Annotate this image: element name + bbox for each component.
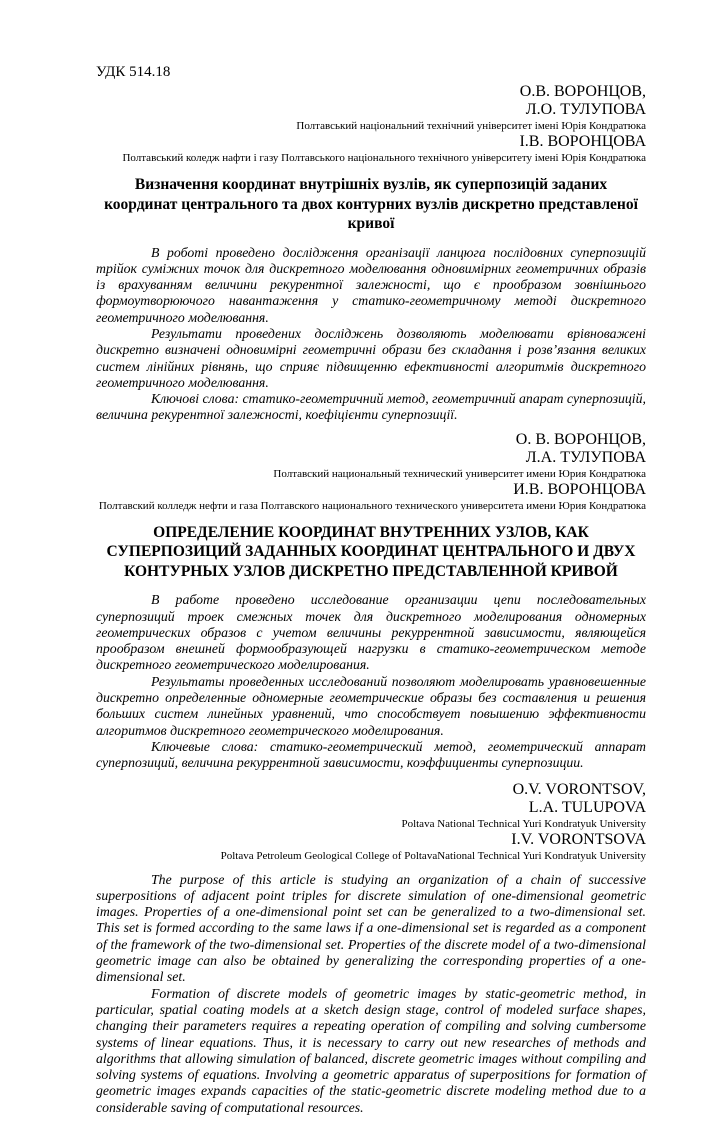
authors-block-english xyxy=(96,781,646,863)
abstract-russian xyxy=(96,592,646,771)
author-name-vorontsova-ua: І.В. ВОРОНЦОВА xyxy=(519,133,646,150)
paper-title-russian: ОПРЕДЕЛЕНИЕ КООРДИНАТ ВНУТРЕННИХ УЗЛОВ, КАК СУПЕРПОЗИЦИЙ ЗАДАННЫХ КООРДИНАТ ЦЕНТРАЛЬНОГО И ДВУХ КОНТУРНЫХ УЗЛОВ ДИСКРЕТНО ПРЕДСТАВЛЕННОЙ КРИВОЙ xyxy=(106,523,636,580)
body-paragraph-en-1: The purpose of this article is studying an organization of a chain of successive superpositions of adjacent point triples for discrete simulation of one-dimensional geometric images. Properties of a one-dimensional point set can be generalized to a two-dimensional set. This set is formed according to the same laws if a one-dimensional set is regarded as a component of the framework of the two-dimensional set. Properties of the discrete model of a two-dimensional geometric image can also be obtained by generalizing the corresponding properties of a one-dimensional set. xyxy=(96,871,646,985)
paper-title-ukrainian: Визначення координат внутрішніх вузлів, як суперпозицій заданих координат центрального та двох контурних вузлів дискретно представленої кривої xyxy=(104,176,638,232)
keywords-ua: Ключові слова: статико-геометричний метод, геометричний апарат суперпозицій, величина рекурентної залежності, коефіцієнти суперпозиції. xyxy=(96,391,646,423)
udc-number: УДК 514.18 xyxy=(96,64,171,80)
author-name-tulupova-ru: Л.А. ТУЛУПОВА xyxy=(525,448,646,466)
keywords-ru: Ключевые слова: статико-геометрический метод, геометрический аппарат суперпозиций, величина рекуррентной зависимости, коэффициенты суперпозиции. xyxy=(96,738,646,771)
abstract-paragraph-ru-1: В работе проведено исследование организации цепи последовательных суперпозиций троек смежных точек для дискретного моделирования одномерных геометрических образов с учетом величины рекуррентной зависимости, являющейся прообразом внешней формообразующей нагрузки в статико-геометрическом методе дискретного геометрического моделирования. xyxy=(96,592,646,673)
affiliation-university-en: Poltava National Technical Yuri Kondratyuk University xyxy=(401,817,646,830)
body-paragraph-en-2: Formation of discrete models of geometric images by static-geometric method, in particular, spatial coating models at a sketch design stage, control of modeled surface shapes, changing their parameters requires a repeating operation of compiling and solving cumbersome systems of linear equations. Thus, it is necessary to carry out new researches of methods and algorithms that allowing simulation of balanced, discrete geometric images without compiling and solving systems of equations. Involving a geometric apparatus of superpositions for formation of geometric images expands capacities of the static-geometric discrete modeling method due to a considerable saving of computational resources. xyxy=(96,985,646,1115)
authors-block-ukrainian xyxy=(96,83,646,165)
author-name-tulupova-ua: Л.О. ТУЛУПОВА xyxy=(525,101,646,118)
abstract-ukrainian xyxy=(96,245,646,424)
author-name-vorontsova-en: I.V. VORONTSOVA xyxy=(511,830,646,848)
affiliation-college-ua: Полтавський коледж нафти і газу Полтавського національного технічного університету імені Юрія Кондратюка xyxy=(122,152,646,164)
affiliation-college-en: Poltava Petroleum Geological College of PoltavaNational Technical Yuri Kondratyuk University xyxy=(220,849,646,862)
author-name-vorontsov-en: O.V. VORONTSOV, xyxy=(512,780,646,798)
authors-block-russian xyxy=(96,431,646,513)
abstract-paragraph-ru-2: Результаты проведенных исследований позволяют моделировать уравновешенные дискретно определенные одномерные геометрические образы без составления и решения больших систем линейных уравнений, что способствует повышению эффективности алгоритмов дискретного геометрического моделирования. xyxy=(96,673,646,738)
affiliation-university-ua: Полтавський національний технічний університет імені Юрія Кондратюка xyxy=(296,120,646,132)
body-english xyxy=(96,872,646,1116)
author-name-vorontsova-ru: И.В. ВОРОНЦОВА xyxy=(513,480,646,498)
affiliation-college-ru: Полтавский колледж нефти и газа Полтавского национального технического университета имени Юрия Кондратюка xyxy=(98,499,646,512)
abstract-paragraph-ua-2: Результати проведених досліджень дозволяють моделювати врівноважені дискретно визначені одновимірні геометричні образи без складання і розв’язання великих систем лінійних рівнянь, що сприяє підвищенню ефективності алгоритмів дискретного геометричного моделювання. xyxy=(96,325,646,390)
author-name-vorontsov-ua: О.В. ВОРОНЦОВ, xyxy=(519,83,646,100)
affiliation-university-ru: Полтавский национальный технический университет имени Юрия Кондратюка xyxy=(273,467,646,480)
author-name-tulupova-en: L.A. TULUPOVA xyxy=(528,798,646,816)
author-name-vorontsov-ru: О. В. ВОРОНЦОВ, xyxy=(515,430,646,448)
abstract-paragraph-ua-1: В роботі проведено дослідження організації ланцюга послідовних суперпозицій трійок суміжних точок для дискретного моделювання одновимірних геометричних образів із врахуванням величини рекурентної залежності, що є прообразом зовнішнього формоутворюючого навантаження у статико-геометричному методі дискретного геометричного моделювання. xyxy=(96,244,646,325)
